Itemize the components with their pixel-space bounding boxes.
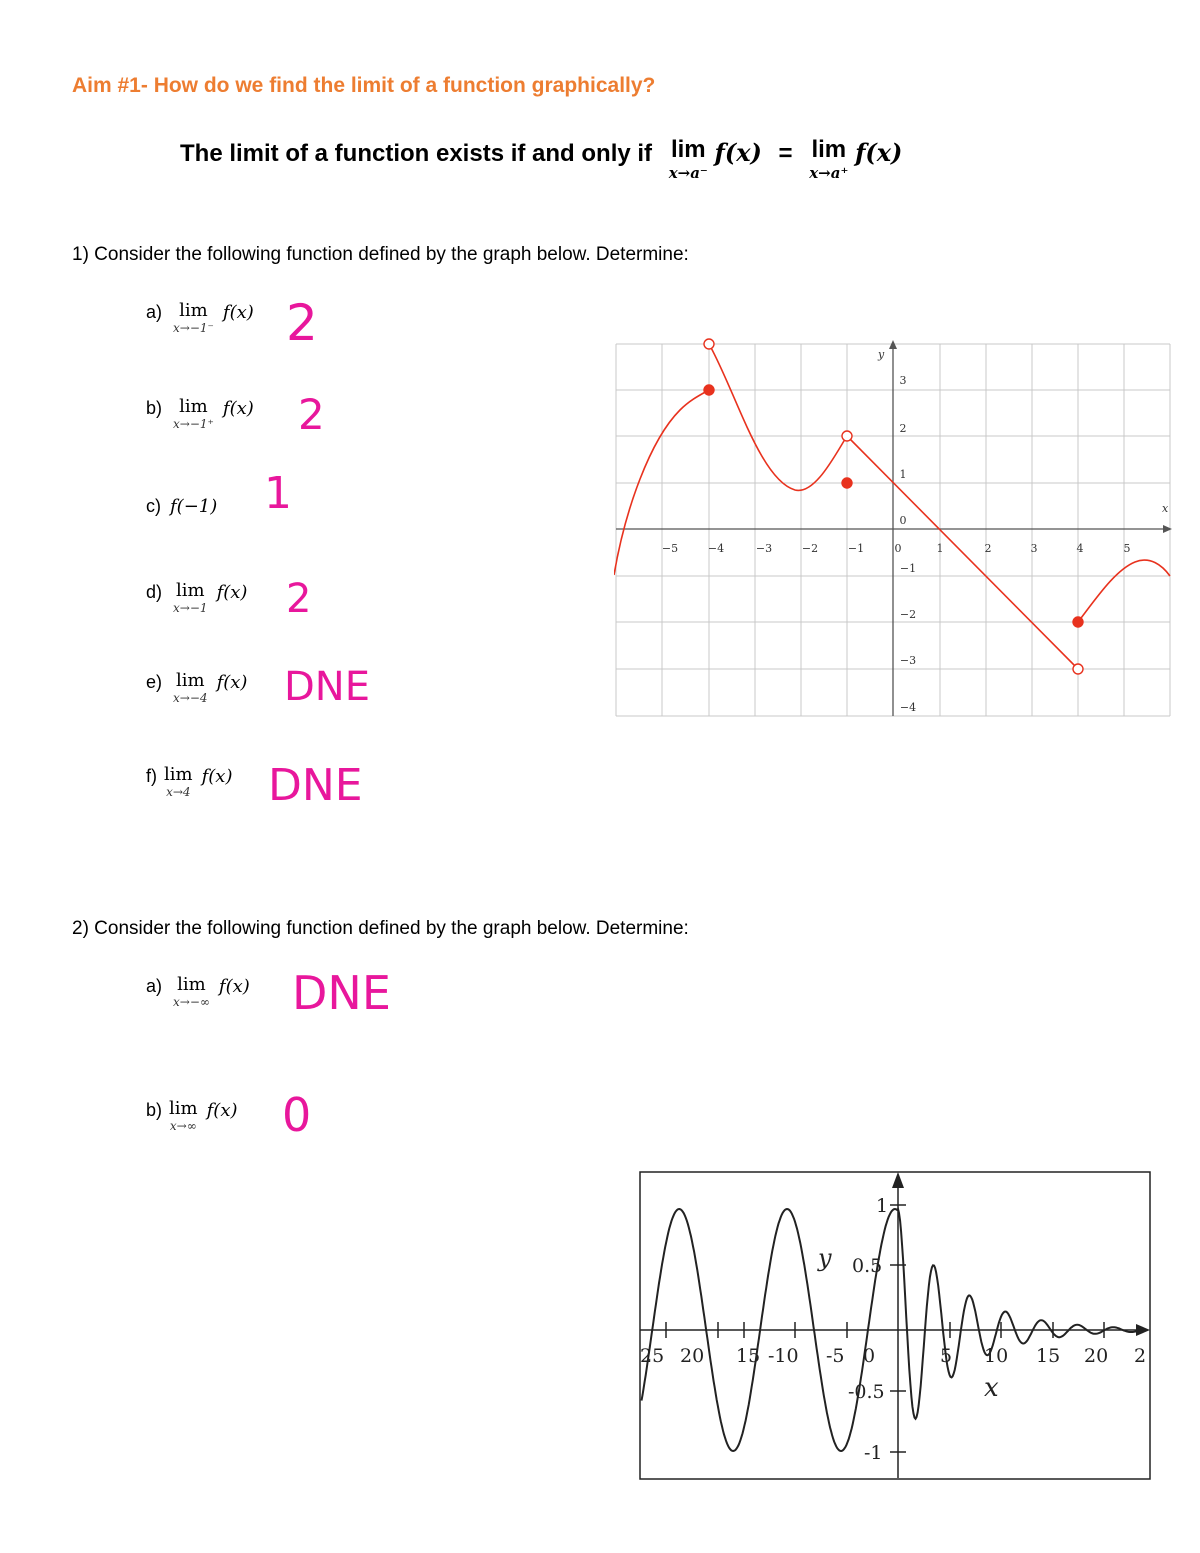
g1-y-tick-2: 1 <box>899 468 907 481</box>
g1-x-tick-0: −5 <box>661 542 679 555</box>
q1-answer-b: 2 <box>298 390 325 439</box>
g1-y-tick-5: −2 <box>899 608 917 621</box>
g1-y-tick-3: 0 <box>899 514 907 527</box>
q1-part-c: c) f(−1) <box>146 496 218 517</box>
g2-y-tick-0: 1 <box>876 1195 889 1217</box>
g2-x-tick-10: 2 <box>1134 1345 1147 1367</box>
rule-text: The limit of a function exists if and only if <box>180 140 653 167</box>
graph-1-curve <box>614 344 1170 669</box>
right-limit: lim x→a⁺ <box>809 136 849 182</box>
g2-x-label: x <box>984 1373 999 1403</box>
g1-closed-point-neg1 <box>842 478 852 488</box>
q1-answer-e: DNE <box>284 664 370 710</box>
q1-part-a: a) lim x→−1⁻ f(x) <box>146 300 254 335</box>
q1-answer-f: DNE <box>268 760 363 811</box>
graph-1 <box>614 336 1172 718</box>
equals-sign: = <box>778 140 793 167</box>
g2-x-tick-9: 20 <box>1084 1345 1109 1367</box>
g2-y-tick-1: 0.5 <box>852 1255 883 1277</box>
g2-x-tick-6: 5 <box>940 1345 953 1367</box>
g1-x-tick-7: 2 <box>984 542 992 555</box>
g1-x-label: x <box>1162 502 1169 515</box>
g2-x-tick-2: 15 <box>736 1345 761 1367</box>
g1-x-tick-9: 4 <box>1076 542 1084 555</box>
g1-y-tick-6: −3 <box>899 654 917 667</box>
q1-part-b: b) lim x→−1⁺ f(x) <box>146 396 254 431</box>
left-fx: f(x) <box>714 138 762 167</box>
g1-open-point-neg4 <box>704 339 714 349</box>
g1-open-point-4 <box>1073 664 1083 674</box>
g2-x-tick-3: -10 <box>768 1345 799 1367</box>
g1-x-tick-4: −1 <box>847 542 865 555</box>
q1-part-f: f) lim x→4 f(x) <box>146 764 233 799</box>
g2-x-tick-8: 15 <box>1036 1345 1061 1367</box>
q1-answer-a: 2 <box>286 294 318 352</box>
q1-answer-c: 1 <box>264 468 292 519</box>
g2-y-tick-2: -0.5 <box>848 1381 885 1403</box>
graph-2 <box>638 1170 1152 1482</box>
g1-x-tick-6: 1 <box>936 542 944 555</box>
aim-heading: Aim #1- How do we find the limit of a function graphically? <box>72 74 656 97</box>
right-fx: f(x) <box>855 138 903 167</box>
q1-answer-d: 2 <box>286 576 312 622</box>
g1-x-tick-10: 5 <box>1123 542 1131 555</box>
g2-x-tick-4: -5 <box>826 1345 845 1367</box>
g1-x-tick-3: −2 <box>801 542 819 555</box>
g1-x-tick-8: 3 <box>1030 542 1038 555</box>
question-1-prompt: 1) Consider the following function defined by the graph below. Determine: <box>72 244 689 265</box>
g1-y-tick-0: 3 <box>899 374 907 387</box>
g1-x-tick-2: −3 <box>755 542 773 555</box>
g2-x-tick-7: 10 <box>984 1345 1009 1367</box>
g2-x-tick-0: 25 <box>640 1345 665 1367</box>
g2-x-tick-1: 20 <box>680 1345 705 1367</box>
q2-answer-b: 0 <box>282 1088 312 1142</box>
q2-answer-a: DNE <box>292 966 391 1020</box>
q2-part-b: b) lim x→∞ f(x) <box>146 1098 238 1133</box>
g1-closed-point-4 <box>1073 617 1083 627</box>
g2-x-tick-5: 0 <box>863 1345 876 1367</box>
g1-y-tick-4: −1 <box>899 562 917 575</box>
g1-x-tick-1: −4 <box>707 542 725 555</box>
limit-rule <box>180 138 902 181</box>
left-limit: lim x→a⁻ <box>668 136 708 182</box>
q1-part-d: d) lim x→−1 f(x) <box>146 580 248 615</box>
graph-1-x-arrow <box>1163 525 1172 533</box>
g1-y-tick-7: −4 <box>899 701 917 714</box>
g1-open-point-neg1 <box>842 431 852 441</box>
question-2-prompt: 2) Consider the following function defined by the graph below. Determine: <box>72 918 689 939</box>
q2-part-a: a) lim x→−∞ f(x) <box>146 974 250 1009</box>
g1-y-label: y <box>878 348 885 361</box>
g1-x-tick-5: 0 <box>894 542 902 555</box>
g1-y-tick-1: 2 <box>899 422 907 435</box>
g2-y-tick-3: -1 <box>864 1442 883 1464</box>
g1-closed-point-neg4 <box>704 385 714 395</box>
g2-y-label: y <box>818 1244 832 1272</box>
q1-part-e: e) lim x→−4 f(x) <box>146 670 248 705</box>
